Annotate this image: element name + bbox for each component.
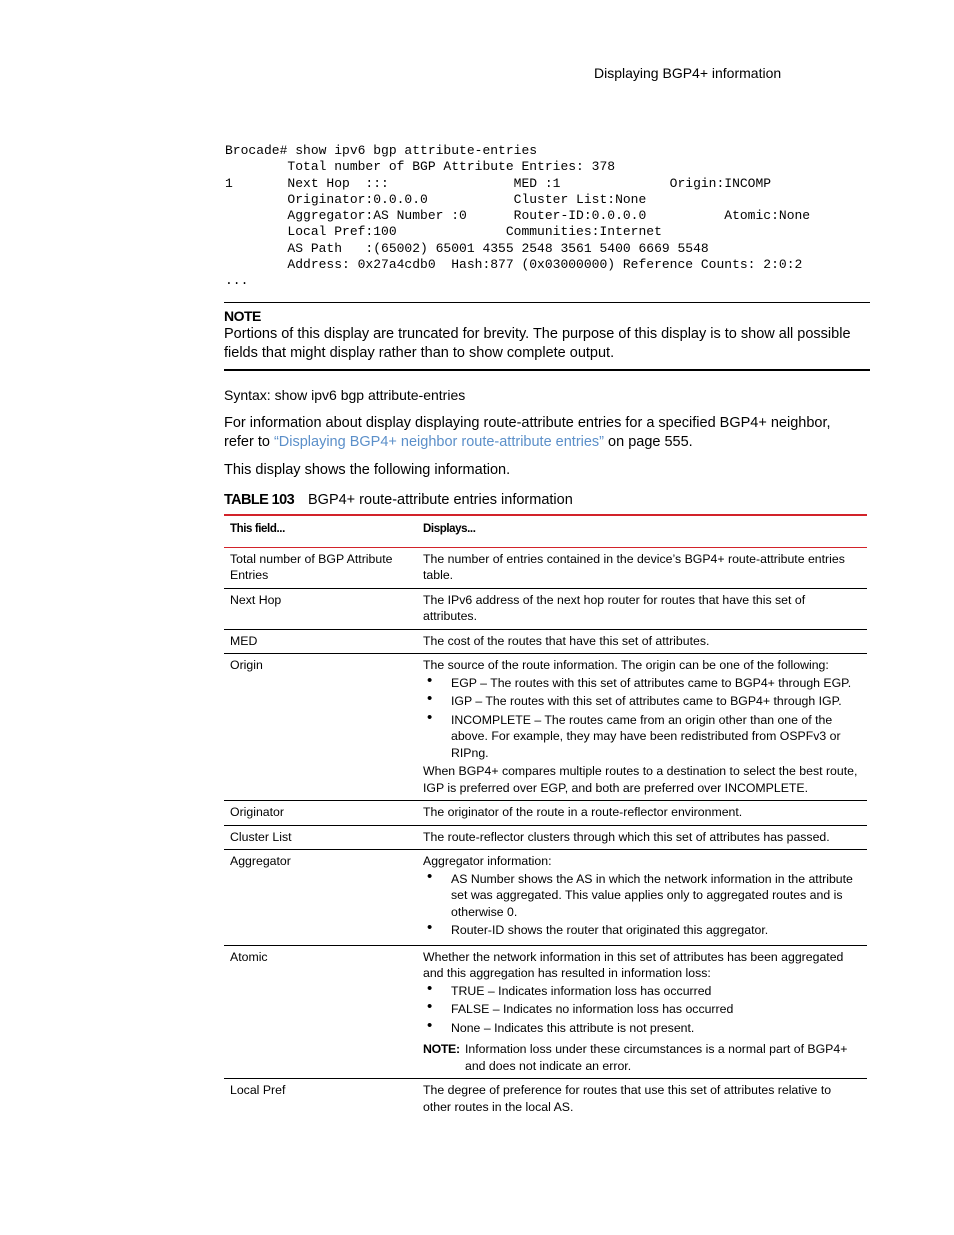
description-text: The originator of the route in a route-reflector environment.: [423, 805, 743, 819]
bullet-item: • EGP – The routes with this set of attributes came to BGP4+ through EGP.: [451, 675, 861, 692]
description-text: The degree of preference for routes that use this set of attributes relative to other routes in the local AS.: [423, 1083, 832, 1114]
field-name-cell: MED: [224, 629, 417, 654]
field-description-cell: [417, 629, 867, 654]
intro-paragraph: This display shows the following information.: [224, 462, 511, 478]
description-text: Whether the network information in this set of attributes has been aggregated and this aggregation has resulted in information loss:: [423, 949, 844, 980]
bullet-item: • TRUE – Indicates information loss has occurred: [451, 983, 861, 1000]
table-row: [224, 945, 867, 1079]
bullet-item: • INCOMPLETE – The routes came from an origin other than one of the above. For example, they may have been redistributed from OSPFv3 or RIPng.: [451, 712, 861, 762]
running-header: Displaying BGP4+ information: [594, 65, 782, 81]
field-description-cell: [417, 825, 867, 850]
bullet-list: [423, 983, 861, 1037]
attribute-entries-table: [224, 514, 867, 1119]
description-text: The route-reflector clusters through which this set of attributes has passed.: [423, 829, 830, 844]
cli-output-code-block: Brocade# show ipv6 bgp attribute-entries Total number of BGP Attribute Entries: 378 1 Next Hop ::: MED :1 Origin:INCOMP Originator:0.0.0.0 Cluster List:None Aggregator:AS Number :0 Router-ID:0.0.0.0 Atomic:None Local Pref:100 Communities:Internet AS Path :(65002) 65001 4355 2548 3561 5400 6669 5548 Address: 0x27a4cdb0 Hash:877 (0x03000000) Reference Counts: 2:0:2 ...: [225, 143, 811, 289]
bullet-item: • FALSE – Indicates no information loss has occurred: [451, 1001, 861, 1018]
field-name-cell: Atomic: [224, 945, 417, 1079]
inline-note-label: NOTE:: [423, 1042, 460, 1056]
field-name-cell: Total number of BGP Attribute Entries: [224, 547, 417, 588]
column-header-displays: Displays...: [417, 515, 867, 547]
table-row: [224, 547, 867, 588]
note-text: Portions of this display are truncated for brevity. The purpose of this display is to show all possible fields that might display rather than to show complete output.: [224, 326, 851, 361]
field-description-cell: [417, 1079, 867, 1120]
field-description-cell: [417, 588, 867, 629]
bullet-item: • AS Number shows the AS in which the network information in the attribute set was aggregated. This value applies only to aggregated routes and is otherwise 0.: [451, 871, 861, 921]
column-header-field: This field...: [224, 515, 417, 547]
table-row: [224, 629, 867, 654]
bullet-list: [423, 871, 861, 939]
description-followup-text: When BGP4+ compares multiple routes to a destination to select the best route, IGP is preferred over EGP, and both are preferred over INCOMPLETE.: [423, 764, 858, 795]
syntax-line: Syntax: show ipv6 bgp attribute-entries: [224, 387, 466, 403]
table-row: [224, 825, 867, 850]
description-text: The cost of the routes that have this set of attributes.: [423, 633, 710, 648]
table-row: [224, 1079, 867, 1120]
field-description-cell: [417, 850, 867, 946]
field-name-cell: Origin: [224, 654, 417, 801]
description-text: The IPv6 address of the next hop router for routes that have this set of attributes.: [423, 592, 806, 623]
field-description-cell: [417, 801, 867, 826]
table-row: [224, 801, 867, 826]
field-name-cell: Cluster List: [224, 825, 417, 850]
inline-note-text: Information loss under these circumstances is a normal part of BGP4+ and does not indicate an error.: [465, 1042, 848, 1073]
field-description-cell: [417, 654, 867, 801]
reference-text-after: on page 555.: [604, 434, 693, 450]
table-row: [224, 654, 867, 801]
field-description-cell: [417, 945, 867, 1079]
bullet-list: [423, 675, 861, 762]
bullet-item: • IGP – The routes with this set of attributes came to BGP4+ through IGP.: [451, 693, 861, 710]
field-name-cell: Next Hop: [224, 588, 417, 629]
reference-text-before: For information about display displaying route-attribute entries for a specified BGP4+ neighbor, refer to: [224, 415, 831, 450]
table-caption: [224, 492, 573, 508]
table-title: BGP4+ route-attribute entries information: [308, 492, 573, 508]
bullet-item: • Router-ID shows the router that originated this aggregator.: [451, 922, 861, 939]
description-text: The source of the route information. The origin can be one of the following:: [423, 658, 829, 672]
field-name-cell: Local Pref: [230, 1083, 286, 1097]
field-name-cell: Aggregator: [224, 850, 417, 946]
cross-reference-link[interactable]: “Displaying BGP4+ neighbor route-attribute entries”: [273, 434, 605, 450]
field-description-cell: [417, 547, 867, 588]
note-box: [224, 302, 870, 371]
description-text: The number of entries contained in the device’s BGP4+ route-attribute entries table.: [423, 551, 845, 582]
table-number: TABLE 103: [224, 492, 295, 508]
reference-paragraph: [224, 414, 864, 452]
description-text: Aggregator information:: [423, 854, 552, 868]
note-title: NOTE: [224, 308, 261, 324]
inline-note: [423, 1041, 861, 1074]
table-row: [224, 588, 867, 629]
field-name-cell: Originator: [224, 801, 417, 826]
bullet-item: • None – Indicates this attribute is not present.: [451, 1020, 861, 1037]
table-row: [224, 850, 867, 946]
table-header-row: [224, 515, 867, 547]
